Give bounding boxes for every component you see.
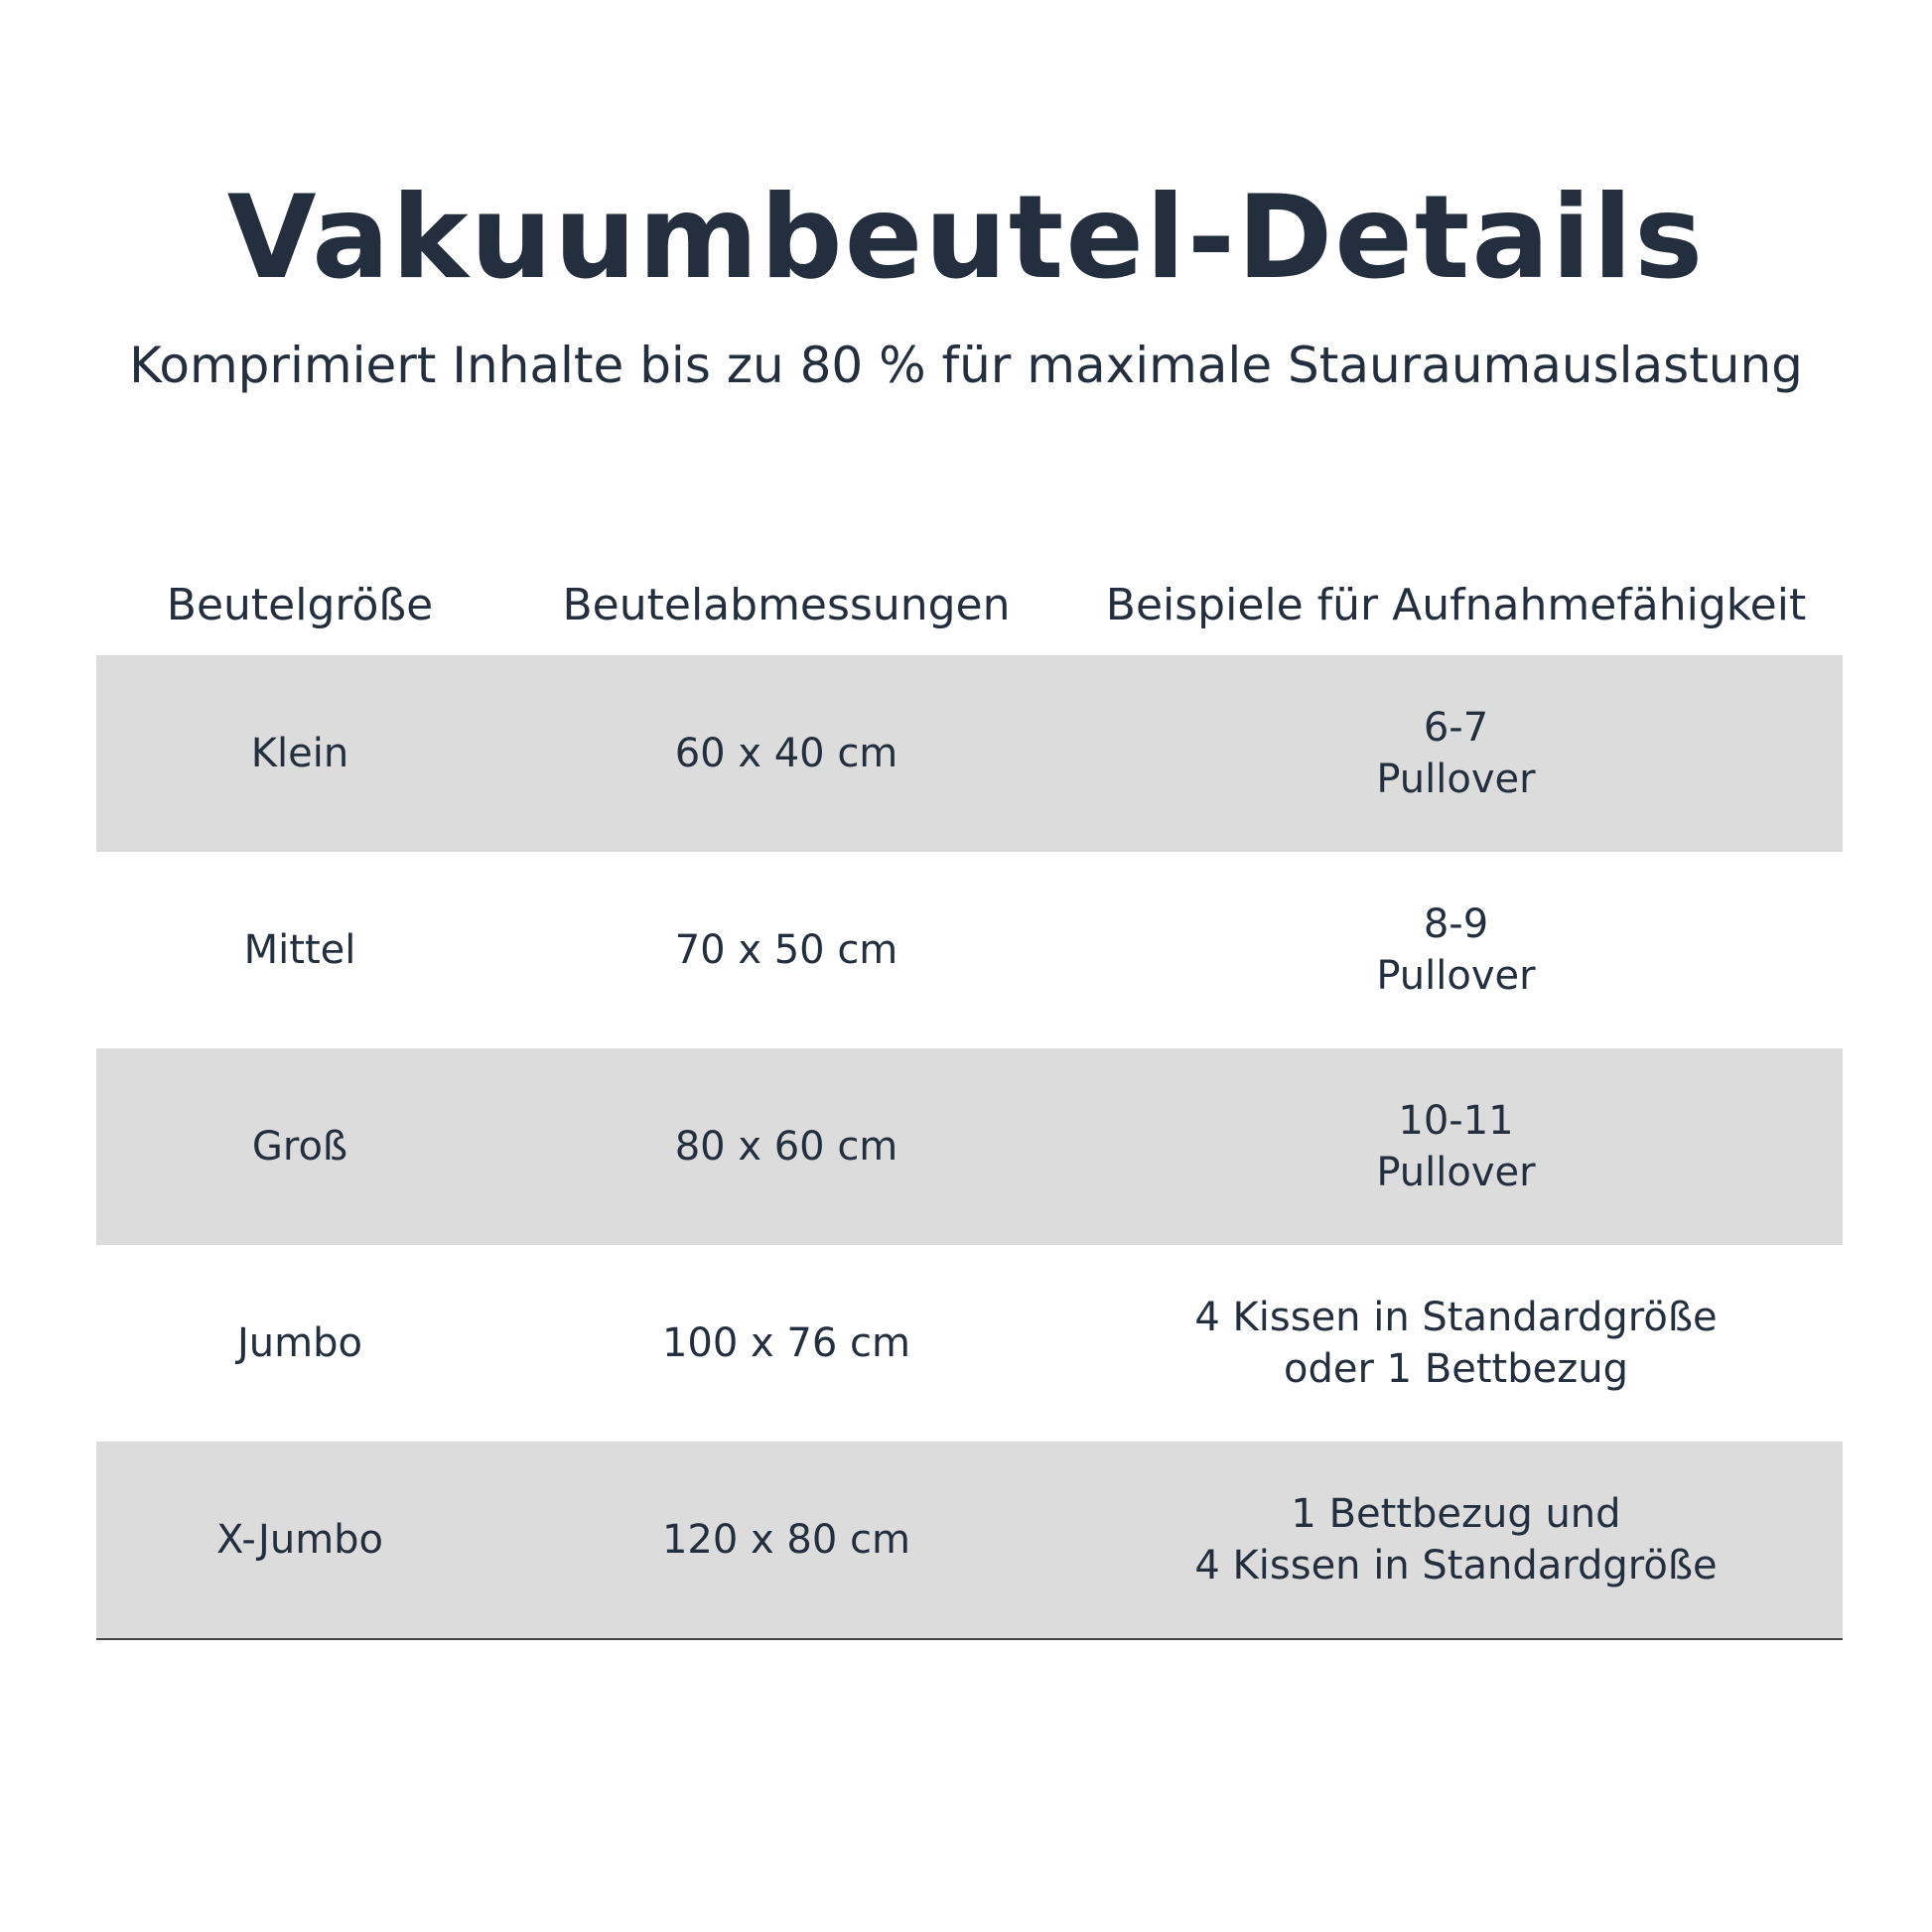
- cell-capacity: [1069, 1292, 1843, 1395]
- cell-dimensions: 80 x 60 cm: [674, 1124, 898, 1170]
- cell-capacity: [1069, 1488, 1843, 1591]
- capacity-line: 4 Kissen in Standardgröße: [1194, 1295, 1718, 1340]
- cell-size: Mittel: [243, 927, 356, 973]
- header-capacity-examples: Beispiele für Aufnahmefähigkeit: [1105, 580, 1807, 630]
- cell-dimensions: 70 x 50 cm: [674, 927, 898, 973]
- cell-size: Groß: [251, 1124, 348, 1170]
- capacity-line: Pullover: [1376, 953, 1536, 999]
- cell-dimensions: 100 x 76 cm: [661, 1320, 911, 1366]
- table-row: [96, 1442, 1843, 1638]
- cell-capacity: [1069, 1095, 1843, 1198]
- capacity-line: Pullover: [1376, 1150, 1536, 1195]
- cell-size: Jumbo: [237, 1320, 362, 1366]
- capacity-line: 6-7: [1423, 705, 1489, 751]
- capacity-line: Pullover: [1376, 757, 1536, 802]
- header-bag-dimensions: Beutelabmessungen: [562, 580, 1011, 630]
- capacity-line: oder 1 Bettbezug: [1284, 1346, 1628, 1392]
- capacity-line: 10-11: [1398, 1098, 1514, 1144]
- cell-dimensions: 60 x 40 cm: [674, 731, 898, 776]
- table-row: [96, 1048, 1843, 1245]
- table-row: [96, 852, 1843, 1048]
- cell-capacity: [1069, 898, 1843, 1002]
- details-table: [96, 556, 1843, 1640]
- page-title: Vakuumbeutel-Details: [226, 171, 1706, 305]
- table-bottom-divider: [96, 1638, 1843, 1640]
- capacity-line: 4 Kissen in Standardgröße: [1194, 1543, 1718, 1588]
- table-header-row: [96, 556, 1843, 655]
- capacity-line: 8-9: [1423, 901, 1489, 947]
- cell-size: X-Jumbo: [215, 1517, 384, 1563]
- header-bag-size: Beutelgröße: [166, 580, 434, 630]
- table-row: [96, 655, 1843, 852]
- page-subtitle: Komprimiert Inhalte bis zu 80 % für maximale Stauraumauslastung: [129, 337, 1803, 394]
- cell-size: Klein: [250, 731, 349, 776]
- cell-capacity: [1069, 702, 1843, 805]
- capacity-line: 1 Bettbezug und: [1291, 1491, 1621, 1537]
- cell-dimensions: 120 x 80 cm: [661, 1517, 911, 1563]
- table-row: [96, 1245, 1843, 1442]
